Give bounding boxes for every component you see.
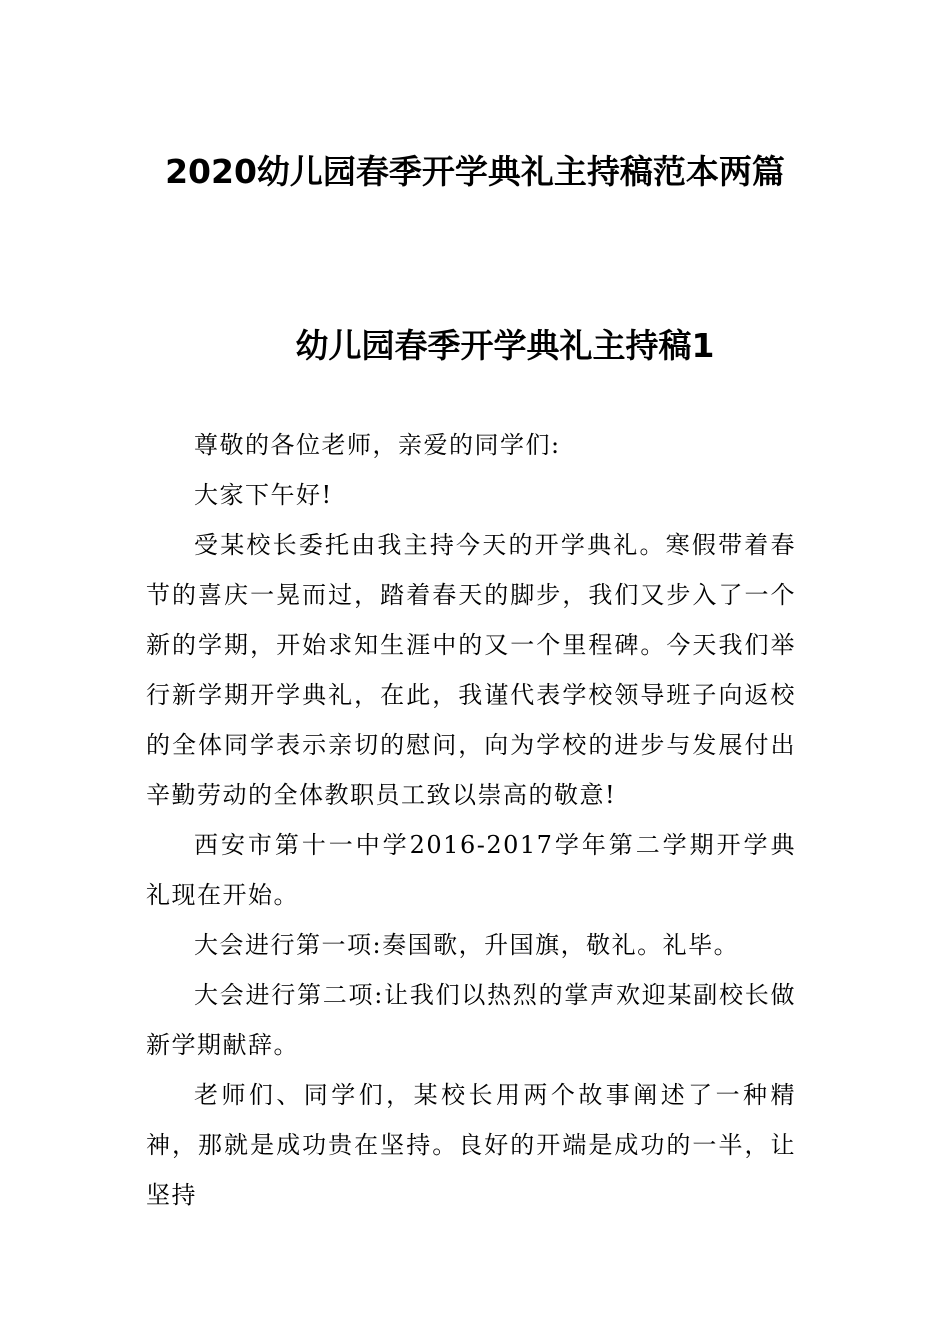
paragraph-intro: 受某校长委托由我主持今天的开学典礼。寒假带着春节的喜庆一晃而过，踏着春天的脚步，我们又步入了一个新的学期，开始求知生涯中的又一个里程碑。今天我们举行新学期开学典礼，在此，我谨代表学校领导班子向返校的全体同学表示亲切的慰问，向为学校的进步与发展付出辛勤劳动的全体教职员工致以崇高的敬意!	[146, 531, 796, 809]
document-body	[146, 420, 796, 1220]
section-title: 幼儿园春季开学典礼主持稿1	[295, 326, 715, 365]
document-title: 2020幼儿园春季开学典礼主持稿范本两篇	[165, 152, 785, 191]
paragraph-salutation: 大家下午好!	[194, 481, 333, 509]
paragraph-item-two: 大会进行第二项:让我们以热烈的掌声欢迎某副校长做新学期献辞。	[146, 981, 796, 1059]
paragraph-closing: 老师们、同学们，某校长用两个故事阐述了一种精神，那就是成功贵在坚持。良好的开端是成功的一半，让坚持	[146, 1081, 796, 1209]
paragraph-item-one: 大会进行第一项:奏国歌，升国旗，敬礼。礼毕。	[194, 931, 740, 959]
paragraph-greeting: 尊敬的各位老师，亲爱的同学们:	[194, 431, 561, 459]
paragraph-opening: 西安市第十一中学2016-2017学年第二学期开学典礼现在开始。	[146, 831, 796, 909]
